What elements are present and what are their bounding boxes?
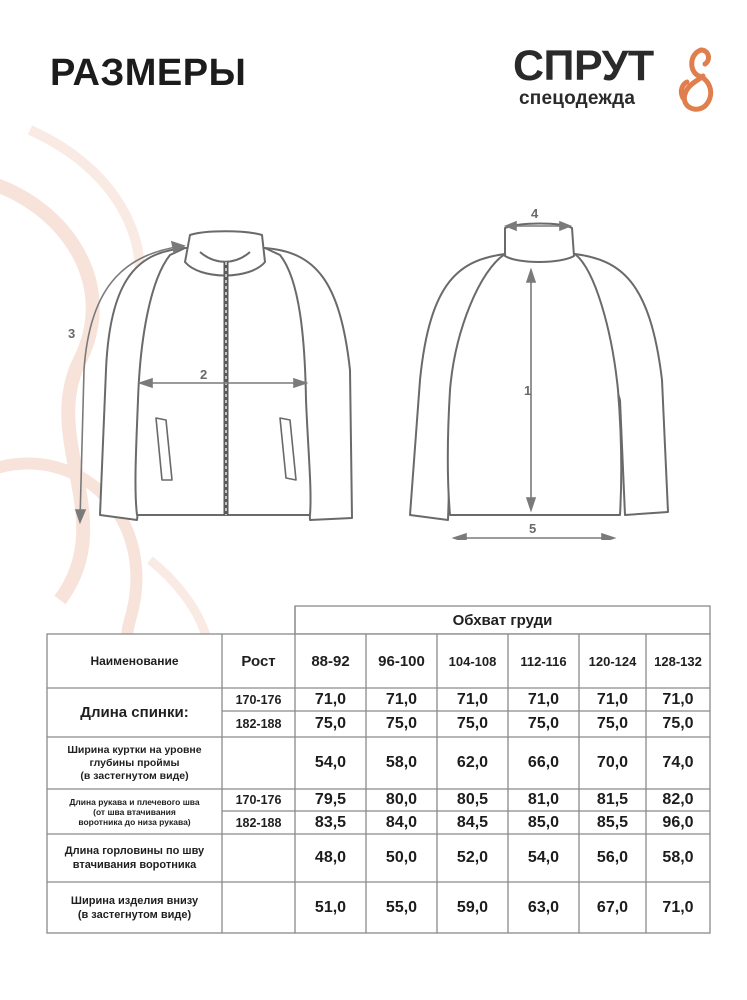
table-cell: 50,0 bbox=[385, 849, 418, 866]
table-cell: 79,5 bbox=[314, 791, 347, 808]
bottom-width-label: Ширина изделия внизу (в застегнутом виде) bbox=[70, 894, 199, 921]
table-cell: 81,5 bbox=[596, 791, 629, 808]
neck-width-label: Длина горловины по шву втачивания воротника bbox=[64, 845, 205, 871]
chest-size-header: 96-100 bbox=[378, 652, 425, 670]
back-length-label: Длина спинки: bbox=[80, 704, 189, 721]
height-value: 170-176 bbox=[235, 692, 282, 707]
chest-size-header: 120-124 bbox=[588, 653, 637, 669]
table-cell: 71,0 bbox=[314, 690, 347, 708]
table-cell: 80,0 bbox=[385, 791, 418, 808]
table-cell: 52,0 bbox=[456, 849, 489, 866]
height-value: 170-176 bbox=[235, 793, 282, 807]
table-cell: 96,0 bbox=[662, 813, 694, 831]
table-cell: 66,0 bbox=[527, 754, 560, 771]
chest-size-header: 112-116 bbox=[520, 653, 567, 669]
chest-group-header: Обхват груди bbox=[452, 611, 553, 629]
table-cell: 58,0 bbox=[662, 849, 694, 866]
table-cell: 75,0 bbox=[314, 715, 347, 732]
table-cell: 71,0 bbox=[456, 690, 489, 708]
table-cell: 85,5 bbox=[596, 813, 629, 831]
table-cell: 58,0 bbox=[385, 754, 418, 771]
table-cell: 71,0 bbox=[385, 690, 418, 708]
table-cell: 75,0 bbox=[662, 715, 694, 732]
table-cell: 51,0 bbox=[314, 898, 347, 916]
table-cell: 84,5 bbox=[456, 813, 489, 831]
brand-tagline: спецодежда bbox=[519, 88, 636, 109]
chest-size-header: 128-132 bbox=[654, 653, 702, 669]
table-cell: 71,0 bbox=[662, 898, 694, 916]
armhole-width-label: Ширина куртки на уровне глубины проймы (в застегнутом виде) bbox=[67, 743, 202, 782]
table-cell: 67,0 bbox=[596, 898, 629, 916]
marker-2: 2 bbox=[200, 367, 208, 382]
table-cell: 80,5 bbox=[456, 791, 489, 808]
table-cell: 56,0 bbox=[596, 849, 629, 866]
marker-5: 5 bbox=[529, 521, 537, 536]
table-cell: 55,0 bbox=[385, 898, 418, 916]
table-cell: 84,0 bbox=[385, 813, 418, 831]
chest-size-header: 88-92 bbox=[311, 652, 350, 670]
table-cell: 70,0 bbox=[596, 754, 629, 771]
table-cell: 81,0 bbox=[527, 791, 560, 808]
marker-4: 4 bbox=[531, 206, 539, 221]
table-cell: 63,0 bbox=[527, 898, 560, 916]
table-cell: 62,0 bbox=[456, 754, 489, 771]
marker-1: 1 bbox=[524, 383, 532, 398]
table-cell: 82,0 bbox=[662, 791, 694, 808]
sleeve-length-label: Длина рукава и плечевого шва (от шва втачивания воротника до низа рукава) bbox=[69, 796, 200, 827]
table-cell: 54,0 bbox=[527, 849, 560, 866]
name-header: Наименование bbox=[90, 654, 179, 668]
marker-3: 3 bbox=[68, 326, 76, 341]
table-cell: 85,0 bbox=[527, 813, 560, 831]
table-cell: 48,0 bbox=[314, 849, 347, 866]
table-cell: 75,0 bbox=[385, 715, 418, 732]
page-title: РАЗМЕРЫ bbox=[50, 52, 247, 94]
height-value: 182-188 bbox=[235, 815, 282, 830]
table-cell: 74,0 bbox=[662, 754, 694, 771]
brand-name: СПРУТ bbox=[513, 42, 654, 90]
table-cell: 75,0 bbox=[596, 715, 629, 732]
table-cell: 59,0 bbox=[456, 898, 489, 916]
table-cell: 71,0 bbox=[527, 690, 560, 708]
table-cell: 75,0 bbox=[456, 715, 489, 732]
table-cell: 75,0 bbox=[527, 715, 560, 732]
table-cell: 71,0 bbox=[596, 690, 629, 708]
table-cell: 71,0 bbox=[662, 690, 694, 708]
height-header: Рост bbox=[241, 652, 276, 670]
table-cell: 83,5 bbox=[314, 813, 347, 831]
height-value: 182-188 bbox=[235, 717, 282, 731]
table-cell: 54,0 bbox=[314, 754, 347, 771]
chest-size-header: 104-108 bbox=[448, 653, 497, 669]
